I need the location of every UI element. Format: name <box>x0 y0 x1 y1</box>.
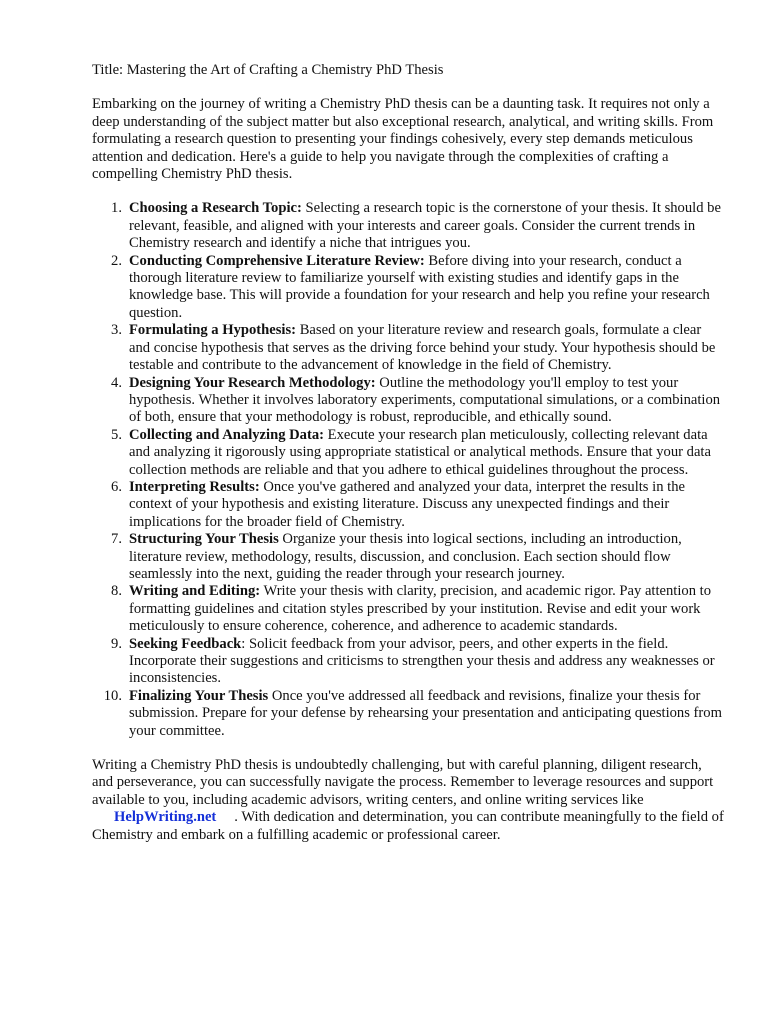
list-item <box>111 478 724 531</box>
list-item <box>111 426 724 479</box>
step-separator: : <box>291 322 297 339</box>
step-heading: Finalizing Your Thesis <box>129 687 269 704</box>
list-item <box>111 635 724 688</box>
step-heading: Structuring Your Thesis <box>129 531 279 548</box>
step-separator: : <box>370 374 376 391</box>
list-item <box>111 583 724 635</box>
step-heading: Collecting and Analyzing Data <box>129 426 320 443</box>
list-item <box>111 200 724 252</box>
step-text: Selecting a research topic is the cornerstone of your thesis. It should be relevant, feasible, and aligned with your interests and career goals. Consider the current trends in Chemistry research and identify a niche that intrigues you. <box>129 200 721 252</box>
step-number: 9. <box>111 635 122 652</box>
step-text: Once you've addressed all feedback and revisions, finalize your thesis for submission. Prepare for your defense by rehearsing your presentation and anticipating questions from your committee. <box>129 687 722 739</box>
step-text: Execute your research plan meticulously, collecting relevant data and analyzing it rigorously using appropriate statistical or analytical methods. Ensure that your data collection methods are reliable and that you adhere to ethical guidelines throughout the process. <box>129 426 711 478</box>
closing-text-after-link: . With dedication and determination, you can contribute meaningfully to the field of Chemistry and embark on a fulfilling academic or professional career. <box>92 809 724 843</box>
document-body <box>92 62 724 844</box>
step-separator: : <box>255 583 261 600</box>
list-item <box>111 252 724 323</box>
step-number: 5. <box>111 426 122 443</box>
step-text: Based on your literature review and research goals, formulate a clear and concise hypothesis that serves as the driving force behind your study. Your hypothesis should be testable and contribute to the advancement of knowledge in the field of Chemistry. <box>129 322 716 374</box>
step-number: 3. <box>111 322 122 339</box>
step-heading: Interpreting Results <box>129 478 255 495</box>
step-text: Before diving into your research, conduct a thorough literature review to familiarize yourself with existing studies and identify gaps in the knowledge base. This will provide a foundation for your research and help you refine your research question. <box>129 252 710 321</box>
list-item <box>103 687 724 740</box>
step-number: 1. <box>111 200 122 217</box>
step-number: 7. <box>111 531 122 548</box>
step-number: 6. <box>111 478 122 495</box>
step-heading: Formulating a Hypothesis <box>129 322 292 339</box>
step-separator: : <box>419 252 425 269</box>
step-heading: Conducting Comprehensive Literature Review <box>129 252 420 269</box>
step-text: Outline the methodology you'll employ to test your hypothesis. Whether it involves laboratory experiments, computational simulations, or a combination of both, ensure that your methodology is robust, reproducible, and ethically sound. <box>129 374 721 426</box>
step-separator: : <box>319 426 325 443</box>
steps-list <box>92 200 724 740</box>
step-number: 10. <box>103 687 122 704</box>
step-heading: Designing Your Research Methodology <box>129 374 371 391</box>
list-item <box>111 322 724 374</box>
step-number: 4. <box>111 374 122 391</box>
closing-text-before-link: Writing a Chemistry PhD thesis is undoubtedly challenging, but with careful planning, diligent research, and perseverance, you can successfully navigate the process. Remember to leverage resources and support available to you, including academic advisors, writing centers, and online writing services like <box>92 757 714 808</box>
step-text: Write your thesis with clarity, precision, and academic rigor. Pay attention to formatting guidelines and citation styles prescribed by your institution. Revise and edit your work meticulously to ensure coherence, coherence, and adherence to academic standards. <box>129 583 712 635</box>
step-number: 8. <box>111 583 122 600</box>
step-separator: : <box>241 635 246 652</box>
step-heading: Choosing a Research Topic <box>129 200 297 217</box>
list-item <box>111 374 724 427</box>
step-separator: : <box>297 200 302 217</box>
step-text: Once you've gathered and analyzed your data, interpret the results in the context of your hypothesis and existing literature. Discuss any unexpected findings and their implications for the broader field of Chemistry. <box>129 478 685 530</box>
intro-paragraph: Embarking on the journey of writing a Chemistry PhD thesis can be a daunting task. It requires not only a deep understanding of the subject matter but also exceptional research, analytical, and writing skills. From formulating a research question to presenting your findings cohesively, every step demands meticulous attention and dedication. Here's a guide to help you navigate through the complexities of crafting a compelling Chemistry PhD thesis. <box>92 96 714 183</box>
closing-paragraph <box>92 757 724 844</box>
step-separator: : <box>254 478 260 495</box>
step-text: Organize your thesis into logical sections, including an introduction, literature review, methodology, results, discussion, and conclusion. Each section should flow seamlessly into the next, guiding the reader through your research journey. <box>129 531 682 582</box>
helpwriting-link[interactable]: HelpWriting.net <box>114 809 217 826</box>
document-title: Title: Mastering the Art of Crafting a Chemistry PhD Thesis <box>92 62 444 78</box>
step-text: Solicit feedback from your advisor, peers, and other experts in the field. Incorporate their suggestions and criticisms to strengthen your thesis and address any weaknesses or inconsistencies. <box>129 635 715 687</box>
step-heading: Writing and Editing <box>129 583 256 600</box>
step-heading: Seeking Feedback <box>129 635 242 652</box>
list-item <box>111 531 724 583</box>
step-number: 2. <box>111 252 122 269</box>
